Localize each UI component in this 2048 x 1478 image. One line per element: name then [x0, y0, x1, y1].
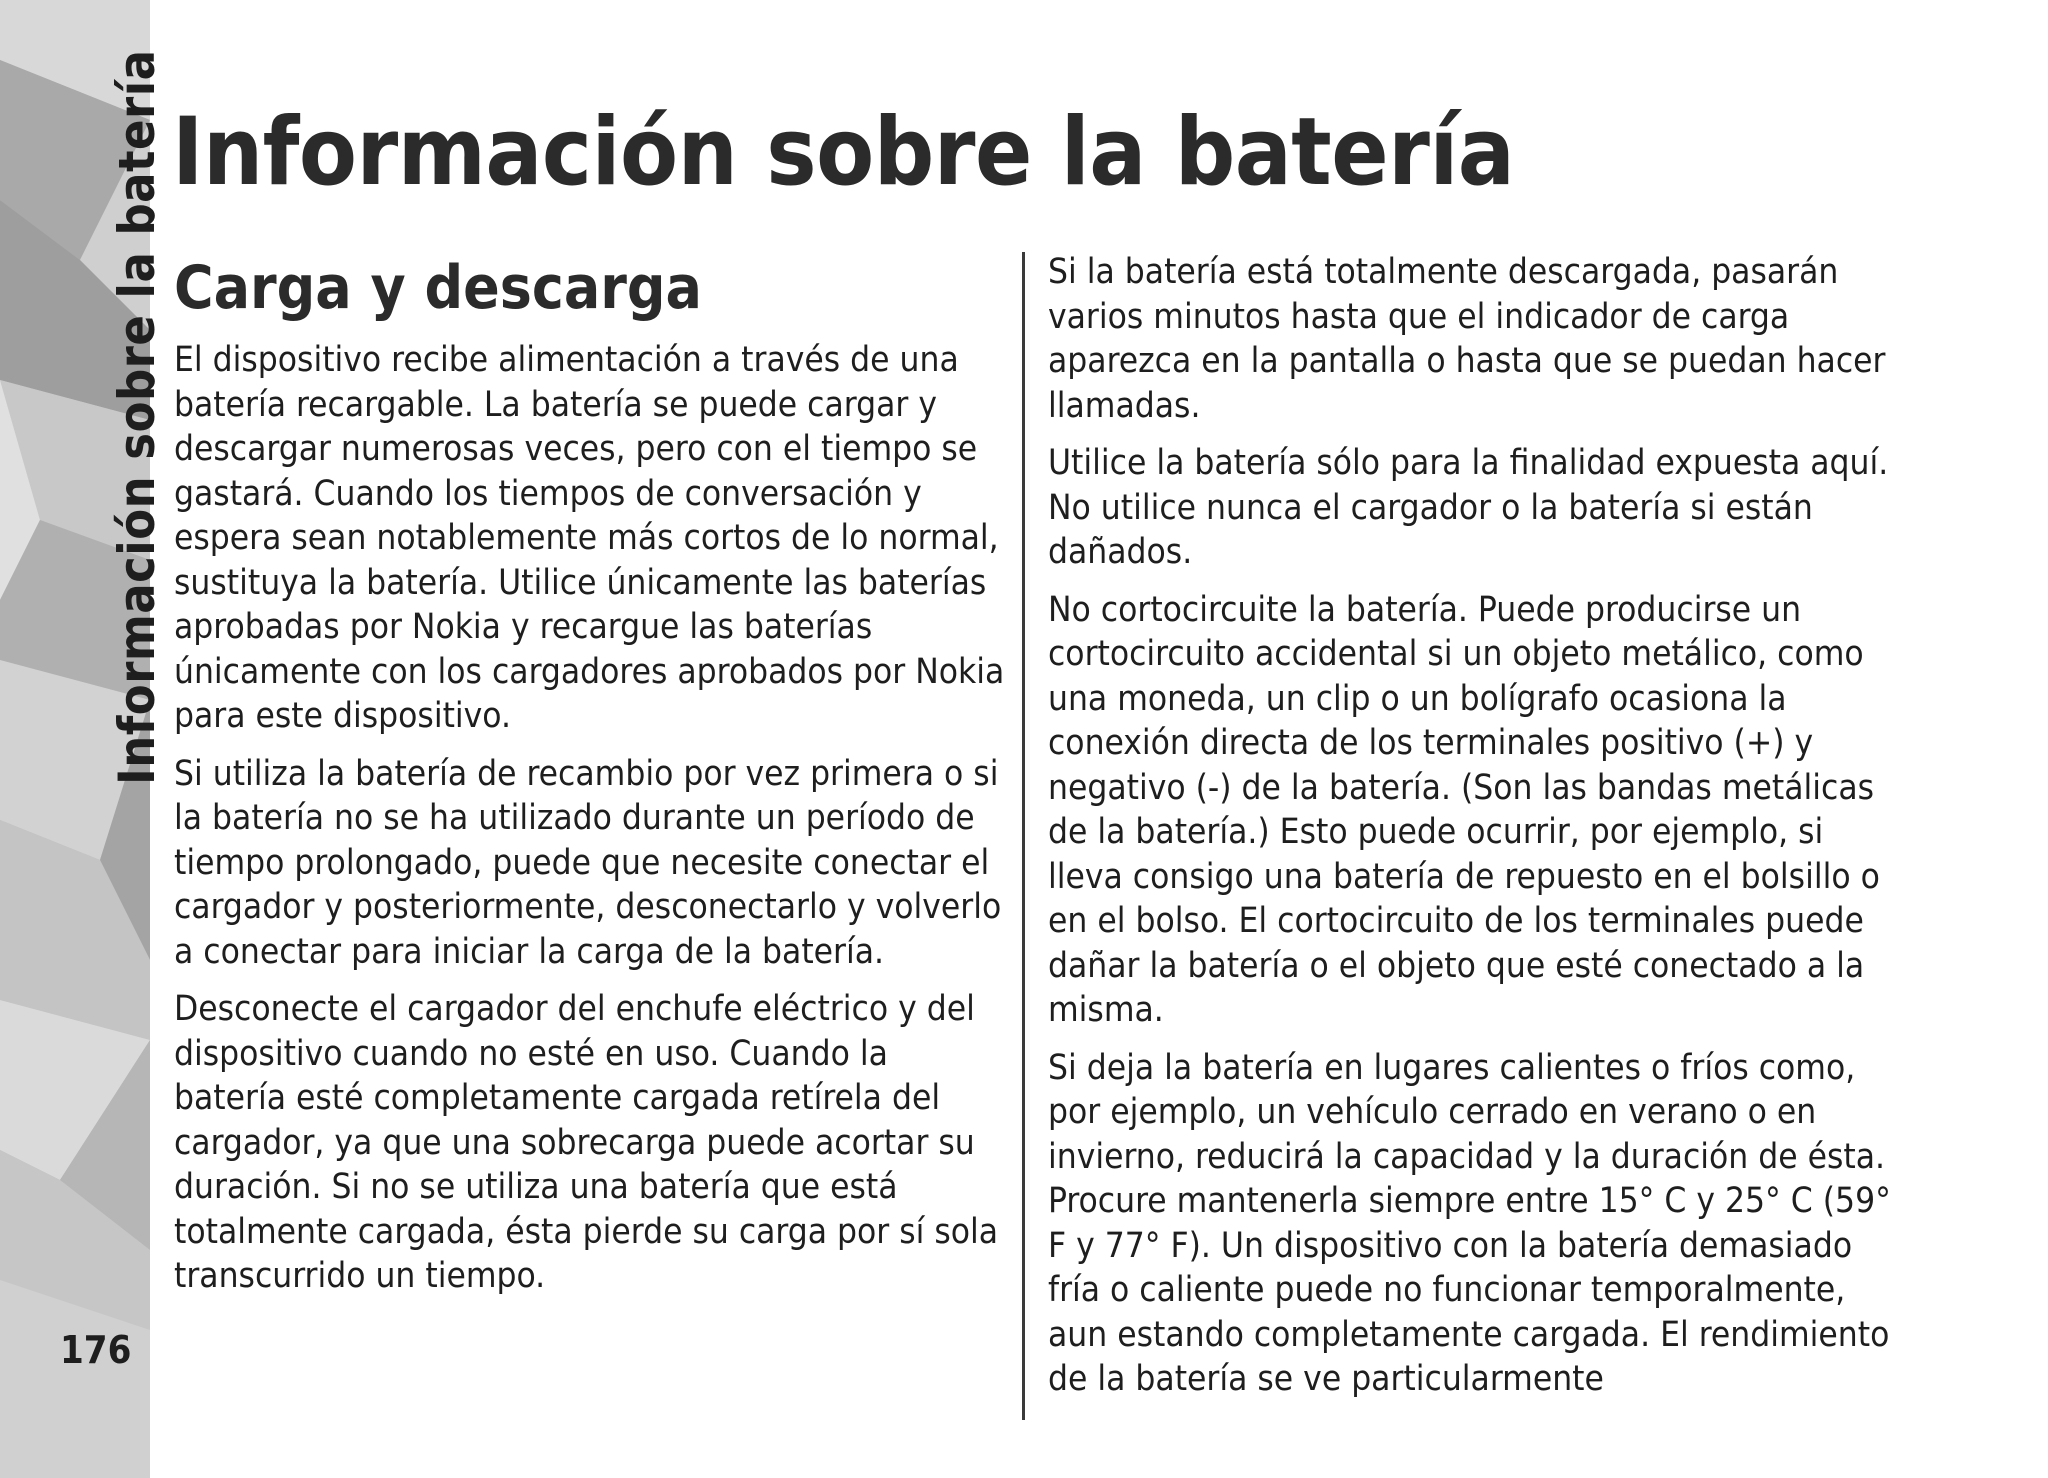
left-column	[174, 250, 1009, 1312]
paragraph: Desconecte el cargador del enchufe eléctrico y del dispositivo cuando no esté en uso. Cuando la batería esté completamente cargada retírela del cargador, ya que una sobrecarga puede acortar su duración. Si no se utiliza una batería que está totalmente cargada, ésta pierde su carga por sí sola transcurrido un tiempo.	[174, 989, 999, 1296]
page-number: 176	[60, 1328, 132, 1372]
paragraph: Utilice la batería sólo para la finalidad expuesta aquí. No utilice nunca el cargador o la batería si están dañados.	[1048, 443, 1889, 572]
sidebar	[0, 0, 166, 1478]
paragraph: Si la batería está totalmente descargada, pasarán varios minutos hasta que el indicador de carga aparezca en la pantalla o hasta que se puedan hacer llamadas.	[1048, 252, 1886, 426]
section-title: Carga y descarga	[174, 253, 702, 323]
sidebar-chapter-title: Información sobre la batería	[108, 49, 166, 785]
paragraph: El dispositivo recibe alimentación a través de una batería recargable. La batería se puede cargar y descargar numerosas veces, pero con el tiempo se gastará. Cuando los tiempos de conversación y espera sean notablemente más cortos de lo normal, sustituya la batería. Utilice únicamente las baterías aprobadas por Nokia y recargue las baterías únicamente con los cargadores aprobados por Nokia para este dispositivo.	[174, 340, 1005, 736]
paragraph: Si utiliza la batería de recambio por vez primera o si la batería no se ha utilizado durante un período de tiempo prolongado, puede que necesite conectar el cargador y posteriormente, desconectarlo y volverlo a conectar para iniciar la carga de la batería.	[174, 753, 1002, 972]
paragraph: Si deja la batería en lugares calientes o fríos como, por ejemplo, un vehículo cerrado en verano o en invierno, reducirá la capacidad y la duración de ésta. Procure mantenerla siempre entre 15° C y 25° C (59° F y 77° F). Un dispositivo con la batería demasiado fría o caliente puede no funcionar temporalmente, aun estando completamente cargada. El rendimiento de la batería se ve particularmente	[1048, 1047, 1891, 1399]
paragraph: No cortocircuite la batería. Puede producirse un cortocircuito accidental si un objeto metálico, como una moneda, un clip o un bolígrafo ocasiona la conexión directa de los terminales positivo (+) y negativo (-) de la batería. (Son las bandas metálicas de la batería.) Esto puede ocurrir, por ejemplo, si lleva consigo una batería de repuesto en el bolsillo o en el bolso. El cortocircuito de los terminales puede dañar la batería o el objeto que esté conectado a la misma.	[1048, 589, 1880, 1030]
column-divider	[1022, 252, 1025, 1420]
page-title: Información sobre la batería	[172, 98, 1515, 207]
right-column	[1048, 250, 1898, 1415]
